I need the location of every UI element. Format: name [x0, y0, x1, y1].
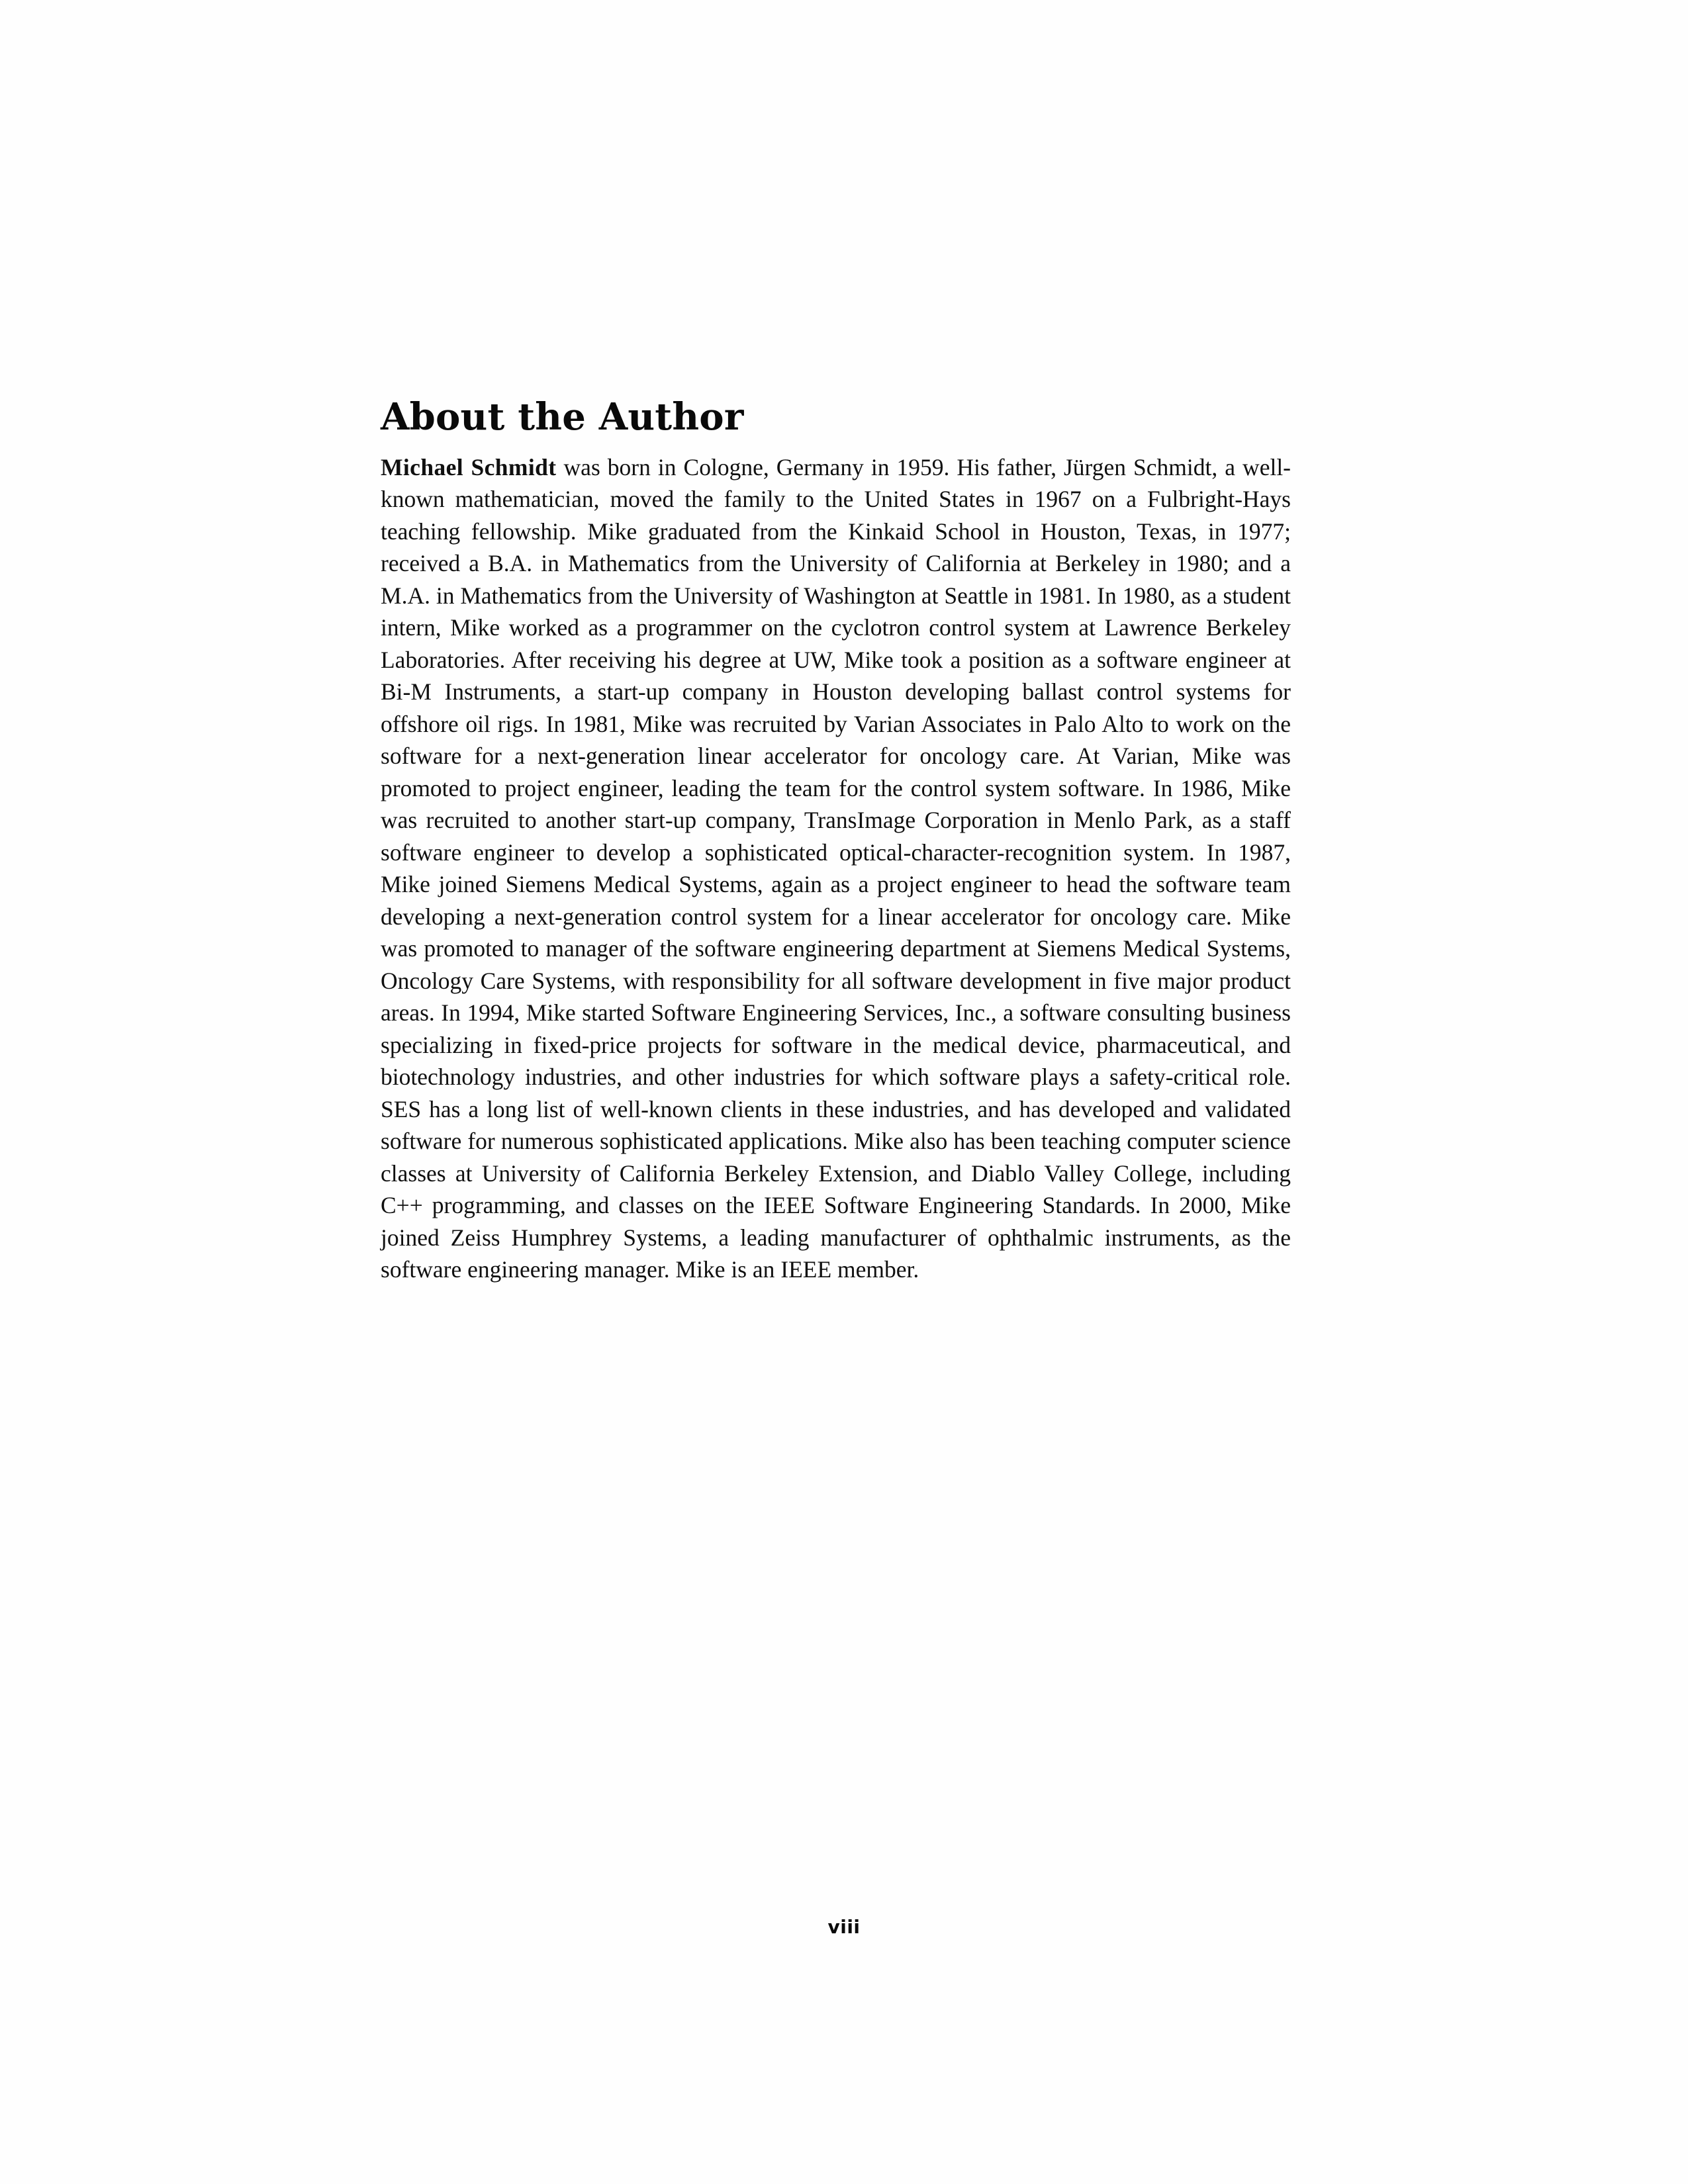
- page-title: About the Author: [381, 395, 744, 439]
- page-number-folio: viii: [827, 1916, 861, 1938]
- author-biography-text: was born in Cologne, Germany in 1959. His father, Jürgen Schmidt, a well-known mathematician, moved the family to the United States in 1967 on a Fulbright-Hays teaching fellowship. Mike graduated from the Kinkaid School in Houston, Texas, in 1977; received a B.A. in Mathematics from the University of California at Berkeley in 1980; and a M.A. in Mathematics from the University of Washington at Seattle in 1981. In 1980, as a student intern, Mike worked as a programmer on the cyclotron control system at Lawrence Berkeley Laboratories. After receiving his degree at UW, Mike took a position as a software engineer at Bi-M Instruments, a start-up company in Houston developing ballast control systems for offshore oil rigs. In 1981, Mike was recruited by Varian Associates in Palo Alto to work on the software for a next-generation linear accelerator for oncology care. At Varian, Mike was promoted to project engineer, leading the team for the control system software. In 1986, Mike was recruited to another start-up company, TransImage Corporation in Menlo Park, as a staff software engineer to develop a sophisticated optical-character-recognition system. In 1987, Mike joined Siemens Medical Systems, again as a project engineer to head the software team developing a next-generation control system for a linear accelerator for oncology care. Mike was promoted to manager of the software engineering department at Siemens Medical Systems, Oncology Care Systems, with responsibility for all software development in five major product areas. In 1994, Mike started Software Engineering Services, Inc., a software consulting business specializing in fixed-price projects for software in the medical device, pharmaceutical, and biotechnology industries, and other industries for which software plays a safety-critical role. SES has a long list of well-known clients in these industries, and has developed and validated software for numerous sophisticated applications. Mike also has been teaching computer science classes at University of California Berkeley Extension, and Diablo Valley College, including C++ programming, and classes on the IEEE Software Engineering Standards. In 2000, Mike joined Zeiss Humphrey Systems, a leading manufacturer of ophthalmic instruments, as the software engineering manager. Mike is an IEEE member.: [381, 453, 1291, 1283]
- page-content: [381, 397, 1291, 1286]
- author-name: Michael Schmidt: [381, 453, 557, 480]
- author-biography-paragraph: [381, 451, 1291, 1286]
